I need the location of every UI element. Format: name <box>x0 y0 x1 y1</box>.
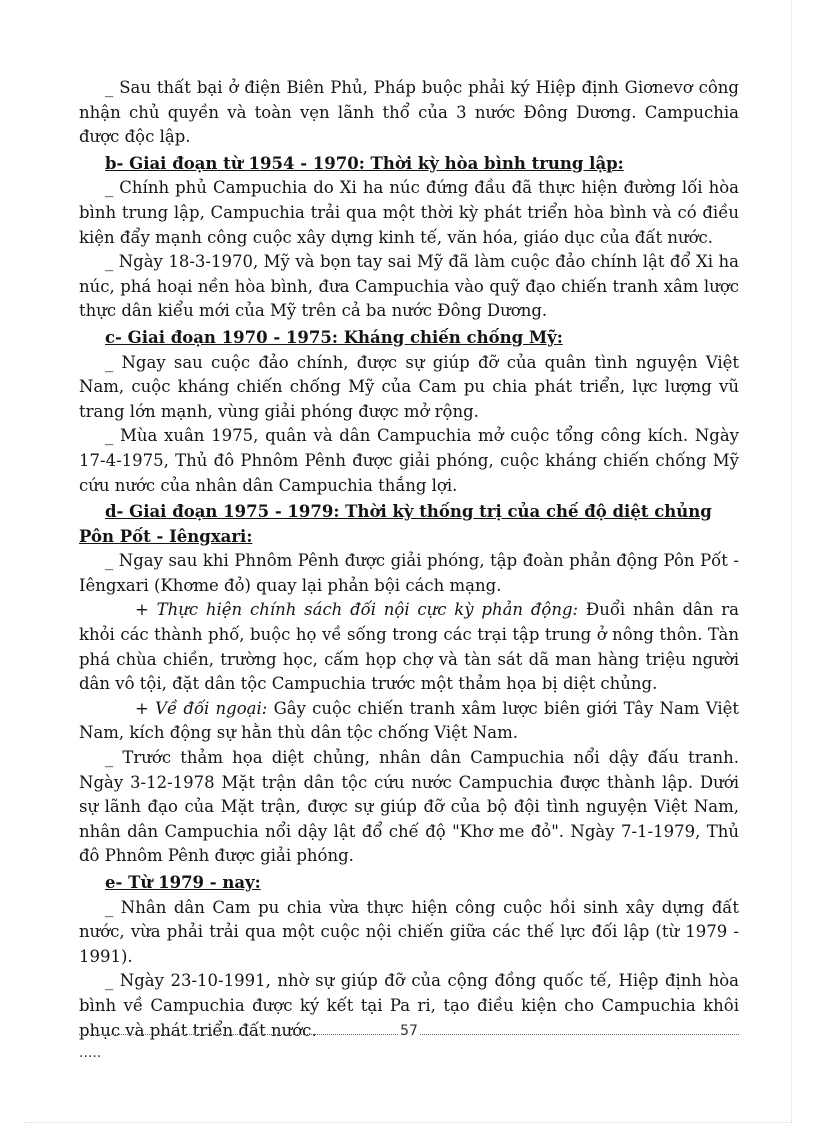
paragraph-8 <box>79 697 739 746</box>
paragraph-7 <box>79 598 739 696</box>
paragraph-6: _ Ngay sau khi Phnôm Pênh được giải phóng, tập đoàn phản động Pôn Pốt - Iêngxari (Khơme đỏ) quay lại phản bội cách mạng. <box>79 551 739 595</box>
page-number: 57 <box>400 1023 418 1039</box>
document-body <box>79 76 739 1043</box>
footer-dots-left <box>79 1020 398 1035</box>
section-heading-e: e- Từ 1979 - nay: <box>105 873 261 892</box>
paragraph-11: _ Ngày 23-10-1991, nhờ sự giúp đỡ của cộng đồng quốc tế, Hiệp định hòa bình về Campuchia được ký kết tại Pa ri, tạo điều kiện cho Campuchia khôi phục và phát triển đất nước. <box>79 971 739 1040</box>
section-heading-d: d- Giai đoạn 1975 - 1979: Thời kỳ thống trị của chế độ diệt chủng Pôn Pốt - Iêngxari: <box>79 502 712 546</box>
paragraph-8-lead: + Về đối ngoại: <box>135 698 268 718</box>
paragraph-2: _ Chính phủ Campuchia do Xi ha núc đứng đầu đã thực hiện đường lối hòa bình trung lập, Campuchia trải qua một thời kỳ phát triển hòa bình và có điều kiện đẩy mạnh công cuộc xây dựng kinh tế, văn hóa, giáo dục của đất nước. <box>79 178 739 247</box>
section-heading-c: c- Giai đoạn 1970 - 1975: Kháng chiến chống Mỹ: <box>105 327 563 347</box>
paragraph-10: _ Nhân dân Cam pu chia vừa thực hiện công cuộc hồi sinh xây dựng đất nước, vừa phải trải qua một cuộc nội chiến giữa các thế lực đối lập (từ 1979 - 1991). <box>79 897 739 966</box>
paragraph-1: _ Sau thất bại ở điện Biên Phủ, Pháp buộc phải ký Hiệp định Giơnevơ công nhận chủ quyền và toàn vẹn lãnh thổ của 3 nước Đông Dương. Campuchia được độc lập. <box>79 78 739 147</box>
page-border-right <box>791 0 792 1123</box>
footer-dots-right <box>420 1020 739 1035</box>
footer-row <box>79 1020 739 1042</box>
footer-tail: ..... <box>79 1045 102 1061</box>
paragraph-7-text: Đuổi nhân dân ra khỏi các thành phố, buộc họ về sống trong các trại tập trung ở nông thôn. Tàn phá chùa chiền, trường học, cấm họp chợ và tàn sát dã man hàng triệu người dân vô tội, đặt dân tộc Campuchia trước một thảm họa bị diệt chủng. <box>79 600 739 694</box>
page-footer <box>79 1020 739 1064</box>
paragraph-7-lead: + Thực hiện chính sách đối nội cực kỳ phản động: <box>135 600 579 620</box>
paragraph-9: _ Trước thảm họa diệt chủng, nhân dân Campuchia nổi dậy đấu tranh. Ngày 3-12-1978 Mặt trận dân tộc cứu nước Campuchia được thành lập. Dưới sự lãnh đạo của Mặt trận, được sự giúp đỡ của bộ đội tình nguyện Việt Nam, nhân dân Campuchia nổi dậy lật đổ chế độ "Khơ me đỏ". Ngày 7-1-1979, Thủ đô Phnôm Pênh được giải phóng. <box>79 748 739 866</box>
paragraph-3: _ Ngày 18-3-1970, Mỹ và bọn tay sai Mỹ đã làm cuộc đảo chính lật đổ Xi ha núc, phá hoại nền hòa bình, đưa Campuchia vào quỹ đạo chiến tranh xâm lược thực dân kiểu mới của Mỹ trên cả ba nước Đông Dương. <box>79 252 739 321</box>
paragraph-4: _ Ngay sau cuộc đảo chính, được sự giúp đỡ của quân tình nguyện Việt Nam, cuộc kháng chiến chống Mỹ của Cam pu chia phát triển, lực lượng vũ trang lớn mạnh, vùng giải phóng được mở rộng. <box>79 352 739 421</box>
paragraph-8-text: Gây cuộc chiến tranh xâm lược biên giới Tây Nam Việt Nam, kích động sự hằn thù dân tộc chống Việt Nam. <box>79 698 739 743</box>
section-heading-b: b- Giai đoạn từ 1954 - 1970: Thời kỳ hòa bình trung lập: <box>105 153 624 173</box>
paragraph-5: _ Mùa xuân 1975, quân và dân Campuchia mở cuộc tổng công kích. Ngày 17-4-1975, Thủ đô Phnôm Pênh được giải phóng, cuộc kháng chiến chống Mỹ cứu nước của nhân dân Campuchia thắng lợi. <box>79 426 739 495</box>
